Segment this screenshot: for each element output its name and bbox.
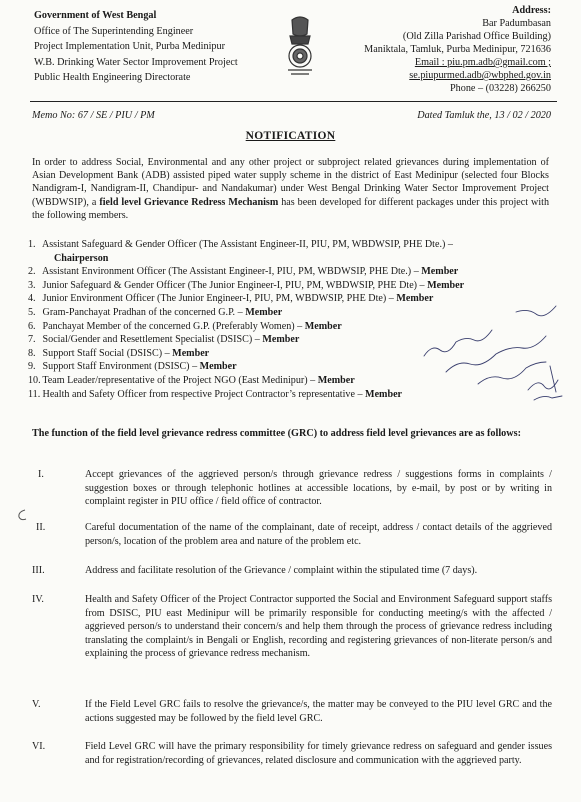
item-number: 1. <box>28 239 36 250</box>
margin-mark-icon <box>16 508 28 522</box>
item-role: Member <box>199 361 237 373</box>
email-primary-link[interactable]: Email : piu.pm.adb@gmail.com ; <box>414 57 551 68</box>
roman-numeral: V. <box>32 699 41 710</box>
item-text: Assistant Safeguard & Gender Officer (The Assistant Engineer-II, PIU, PM, WBDWSIP, PHE Dte.) – <box>41 239 453 250</box>
address-line: (Old Zilla Parishad Office Building) <box>402 31 551 42</box>
item-number: 3. <box>28 279 36 291</box>
item-text: Panchayat Member of the concerned G.P. (Preferably Women) – <box>42 320 305 332</box>
phone-number: Phone – (03228) 266250 <box>449 83 551 94</box>
state-emblem-icon <box>280 14 320 80</box>
item-number: 6. <box>28 320 36 332</box>
item-number: 4. <box>28 293 36 305</box>
function-text: Accept grievances of the aggrieved person/s through grievance redress / suggestions forms in complaints / suggestion boxes or through telephonic hotlines at accessible locations, by e-mail, by post or by writing in complaint register in PIU office / field office of contractor. <box>85 469 552 508</box>
item-role: Member <box>245 306 283 318</box>
item-role: Chairperson <box>54 252 109 264</box>
item-number: 5. <box>28 306 36 318</box>
item-number: 9. <box>28 361 36 373</box>
functions-heading: The function of the field level grievance redress committee (GRC) to address field level grievances are as follows: <box>32 428 521 439</box>
item-role: Member <box>262 334 300 346</box>
item-text: Support Staff Environment (DSISC) – <box>42 361 200 373</box>
item-text: Social/Gender and Resettlement Specialist (DSISC) – <box>42 334 263 346</box>
unit-name: Project Implementation Unit, Purba Medinipur <box>34 41 225 52</box>
function-text: Careful documentation of the name of the complainant, date of receipt, address / contact details of the aggrieved person/s, location of the problem area and nature of the problem etc. <box>85 522 552 547</box>
office-name: Office of The Superintending Engineer <box>34 25 194 37</box>
item-text: Gram-Panchayat Pradhan of the concerned G.P. – <box>42 306 246 318</box>
roman-numeral: III. <box>32 565 45 576</box>
intro-text: In order to address Social, Environmental and any other project or subproject related grievances during implementation of Asian Development Bank (ADB) assisted piped water supply scheme in the district of East Medinipur (selected four Blocks Nandigram-I, Nandigram-II, Chandipur- and Nandakumar) under West Bengal Drinking Water Sector Improvement Project (WBDWSIP), a <box>32 157 549 208</box>
item-number: 2. <box>28 266 36 278</box>
item-text: Assistant Environment Officer (The Assistant Engineer-I, PIU, PM, WBDWSIP, PHE Dte.) – <box>41 266 422 278</box>
item-role: Member <box>421 266 459 278</box>
function-item <box>32 698 552 725</box>
item-text: Team Leader/representative of the Project NGO (East Medinipur) – <box>42 374 318 386</box>
function-text: If the Field Level GRC fails to resolve the grievance/s, the matter may be conveyed to the PIU level GRC and the actions suggested may be followed by the field level GRC. <box>85 699 552 724</box>
list-item <box>28 279 558 293</box>
function-item <box>32 521 552 548</box>
directorate-name: Public Health Engineering Directorate <box>34 72 191 83</box>
item-role: Member <box>317 374 355 386</box>
address-heading: Address: <box>512 5 551 16</box>
government-name: Government of West Bengal <box>34 10 157 21</box>
list-item <box>28 265 558 279</box>
page-title: NOTIFICATION <box>245 130 336 142</box>
issuing-office-block <box>34 8 238 86</box>
function-item <box>32 468 552 509</box>
function-text: Address and facilitate resolution of the Grievance / complaint within the stipulated time (7 days). <box>85 565 478 576</box>
roman-numeral: I. <box>38 469 44 480</box>
roman-numeral: II. <box>36 522 46 533</box>
memo-number: Memo No: 67 / SE / PIU / PM <box>32 110 155 121</box>
address-line: Maniktala, Tamluk, Purba Medinipur, 721636 <box>364 44 551 55</box>
handwritten-note-annotation <box>418 300 568 410</box>
intro-paragraph <box>32 156 549 222</box>
roman-numeral: VI. <box>32 741 46 752</box>
item-number: 7. <box>28 334 36 346</box>
item-role: Member <box>427 279 465 291</box>
item-text: Support Staff Social (DSISC) – <box>42 347 173 359</box>
item-number: 8. <box>28 347 36 359</box>
item-role: Member <box>365 388 403 400</box>
item-role: Member <box>396 293 434 305</box>
email-secondary-link[interactable]: se.piupurmed.adb@wbphed.gov.in <box>409 70 551 81</box>
project-name: W.B. Drinking Water Sector Improvement Project <box>34 56 238 68</box>
item-text: Health and Safety Officer from respective Project Contractor’s representative – <box>42 388 366 400</box>
item-text: Junior Environment Officer (The Junior Engineer-I, PIU, PM, WBDWSIP, PHE Dte) – <box>42 293 397 305</box>
item-text: Junior Safeguard & Gender Officer (The Junior Engineer-I, PIU, PM, WBDWSIP, PHE Dte) – <box>42 279 428 291</box>
item-number: 10. <box>28 374 41 386</box>
address-line: Bar Padumbasan <box>482 18 551 29</box>
item-role: Member <box>304 320 342 332</box>
function-item <box>32 740 552 767</box>
header-divider <box>30 101 557 102</box>
address-block <box>364 4 551 95</box>
dated-line: Dated Tamluk the, 13 / 02 / 2020 <box>417 110 551 121</box>
intro-bold-text: field level Grievance Redress Mechanism <box>99 196 279 208</box>
function-item <box>32 564 552 578</box>
list-item <box>28 238 558 265</box>
item-number: 11. <box>28 388 41 400</box>
function-item <box>32 593 552 661</box>
item-role: Member <box>172 347 210 359</box>
function-text: Health and Safety Officer of the Project Contractor supported the Social and Environment Safeguard support staffs from DSISC, PIU east Medinipur will be primarily responsible for conducting meeting/s with the affected / aggrieved person/s to understand their concern/s and help them through the process of grievance redress including translating the complaint/s in Bengali or English, recording and registering grievances of non-literate person/s and explaining the process of grievance redress mechanism. <box>85 594 552 660</box>
function-text: Field Level GRC will have the primary responsibility for timely grievance redress on safeguard and gender issues and for registration/recording of grievances, related disclosure and communication with the aggrieved party. <box>85 741 552 766</box>
roman-numeral: IV. <box>32 594 44 605</box>
intro-tail: has been developed for different packages under this project with the following members. <box>32 196 549 221</box>
